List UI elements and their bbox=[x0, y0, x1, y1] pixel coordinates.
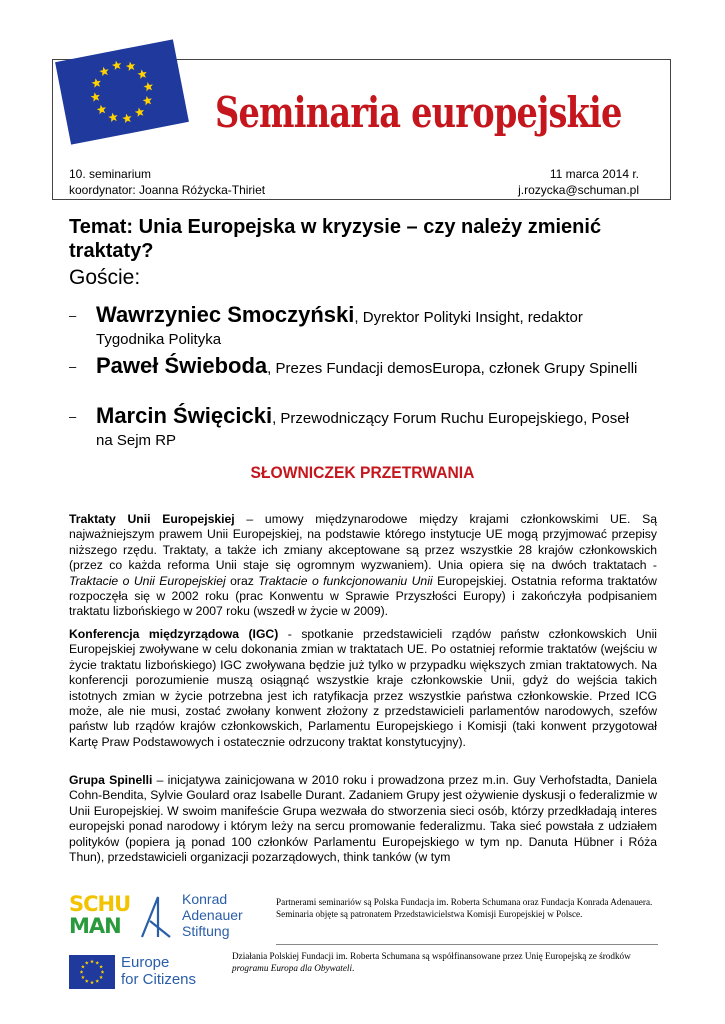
guest-name: Paweł Świeboda bbox=[96, 353, 268, 378]
cofund-text: Działania Polskiej Fundacji im. Roberta Schumana są współfinansowane przez Unię Europejską ze środków bbox=[232, 951, 631, 961]
flag-star bbox=[134, 107, 145, 118]
cofund-program: programu Europa dla Obywateli bbox=[232, 963, 353, 973]
entry-term: Traktaty Unii Europejskiej bbox=[69, 512, 235, 526]
kas-line1: Konrad bbox=[182, 891, 228, 907]
glossary-entry-spinelli bbox=[69, 773, 657, 865]
flag-star bbox=[125, 61, 136, 72]
flag-star bbox=[111, 60, 122, 71]
europe-for-citizens-logo bbox=[69, 952, 219, 992]
coordinator-email[interactable]: j.rozycka@schuman.pl bbox=[518, 183, 639, 197]
dash-bullet: – bbox=[69, 359, 77, 374]
entry-text: oraz bbox=[225, 573, 259, 588]
entry-term: Grupa Spinelli bbox=[69, 773, 153, 787]
coordinator: koordynator: Joanna Różycka-Thiriet bbox=[69, 183, 266, 197]
guest-name: Marcin Święcicki bbox=[96, 403, 273, 428]
guest-role: , Prezes Fundacji demosEuropa, członek Grupy Spinelli bbox=[267, 360, 638, 377]
partners-note: Partnerami seminariów są Polska Fundacja im. Roberta Schumana oraz Fundacja Konrada Adenauera. Seminaria objęte są patronatem Przedstawicielstwa Komisji Europejskiej w Polsce. bbox=[276, 897, 653, 919]
efc-line2: for Citizens bbox=[121, 971, 197, 988]
entry-text: – inicjatywa zainicjowana w 2010 roku i prowadzona przez m.in. Guy Verhofstadta, Daniela Cohn-Bendita, Sylvie Goulard oraz Isabelle Durant. Zadaniem Grupy jest ożywienie dyskusji o federalizmie w Unii Europejskiej. W swoim manifeście Grupa wezwała do stworzenia sieci osób, którzy przedkładają interes europejski ponad narodowy i którym leży na sercu promowanie federalizmu. Taka sieć powstała z udziałem polityków (popiera ją ponad 100 członków Parlamentu Europejskiego w tym np. Danuta Hübner i Róża Thun), przedstawicieli organizacji pozarządowych, think tanków (w tym bbox=[69, 773, 658, 865]
entry-text: - spotkanie przedstawicieli rządów państw członkowskich Unii Europejskiej zwoływane w celu dokonania zmian w traktatach UE. Po ostatniej reformie traktatów (wejściu w życie traktatu lizbońskiego) IGC zwoływana będzie już tylko w przypadku większych zmian traktatowych. Na konferencji porozumienie muszą osiągnąć wszystkie kraje członkowskie Unii, gdyż do wejścia takich istotnych zmian w życie potrzebna jest ich ratyfikacja przez wszystkie państwa członkowskie. Przed ICG może, ale nie musi, zostać zwołany konwent złożony z przedstawicieli parlamentów narodowych, szefów państw lub rządów krajów członkowskich, Parlamentu Europejskiego i Komisji (taki konwent przygotował Kartę Praw Podstawowych i ostatecznie odrzucony traktat konstytucyjny). bbox=[69, 627, 657, 749]
page-title: Seminaria europejskie bbox=[215, 88, 622, 137]
cofunding-note bbox=[232, 950, 658, 974]
flag-star bbox=[122, 113, 133, 124]
seminar-date: 11 marca 2014 r. bbox=[549, 167, 639, 181]
guests-label: Goście: bbox=[69, 266, 141, 289]
flag-star bbox=[96, 104, 107, 115]
dash-bullet: – bbox=[69, 308, 77, 323]
efc-line1: Europe bbox=[121, 954, 170, 971]
entry-italic: Traktacie o funkcjonowaniu Unii bbox=[258, 573, 433, 588]
guest-name: Wawrzyniec Smoczyński bbox=[96, 302, 355, 327]
kas-line2: Adenauer bbox=[182, 907, 243, 923]
guest-item bbox=[69, 355, 649, 380]
entry-text: Europejskiej. Ostatnia reforma traktatów rozpoczęła się w 2002 roku (prac Konwentu w Sprawie Przyszłości Europy) i zakończyła podpisaniem traktatu lizbońskiego w 2007 roku (wszedł w życie w 2009). bbox=[69, 573, 657, 619]
entry-italic: Traktacie o Unii Europejskiej bbox=[69, 573, 226, 588]
schuman-logo-top: SCHU bbox=[69, 892, 131, 916]
cofund-end: . bbox=[352, 963, 355, 973]
schuman-logo-bottom: MAN bbox=[69, 914, 121, 938]
flag-star bbox=[91, 77, 102, 88]
entry-text: – umowy międzynarodowe między krajami członkowskimi UE. Są najważniejszym prawem Unii Europejskiej, na podstawie którego instytucje UE mogą przyjmować przepisy niższego rzędu. Traktaty, a także ich zmiany akceptowane są przez wszystkie 28 krajów członkowskich (przez co każda reforma Unii staje się ogromnym wyzwaniem). Unia opiera się na dwóch traktatach - bbox=[69, 512, 658, 573]
eu-flag-small-icon bbox=[69, 955, 115, 989]
dash-bullet: – bbox=[69, 409, 77, 424]
flag-star bbox=[99, 66, 110, 77]
schuman-logo bbox=[69, 893, 129, 939]
guest-item bbox=[69, 405, 649, 452]
kas-mark-icon bbox=[140, 893, 176, 939]
flag-star bbox=[137, 68, 148, 79]
topic-heading: Temat: Unia Europejska w kryzysie – czy należy zmienić traktaty? bbox=[69, 216, 602, 262]
entry-term: Konferencja międzyrządowa (IGC) bbox=[69, 627, 279, 641]
kas-line3: Stiftung bbox=[182, 923, 230, 939]
glossary-entry-treaties bbox=[69, 512, 657, 620]
footer-divider bbox=[276, 944, 658, 945]
flag-star bbox=[143, 81, 154, 92]
glossary-entry-igc bbox=[69, 627, 657, 750]
seminar-number: 10. seminarium bbox=[69, 167, 152, 181]
glossary-title: SŁOWNICZEK PRZETRWANIA bbox=[250, 463, 475, 482]
flag-star bbox=[108, 112, 119, 123]
guest-role: , Przewodniczący Forum Ruchu Europejskiego, Poseł na Sejm RP bbox=[96, 410, 629, 449]
flag-star bbox=[90, 91, 101, 102]
kas-logo bbox=[140, 891, 260, 941]
guest-role: , Dyrektor Polityki Insight, redaktor Tygodnika Polityka bbox=[96, 309, 583, 348]
guest-item bbox=[69, 304, 649, 351]
flag-star bbox=[142, 95, 153, 106]
